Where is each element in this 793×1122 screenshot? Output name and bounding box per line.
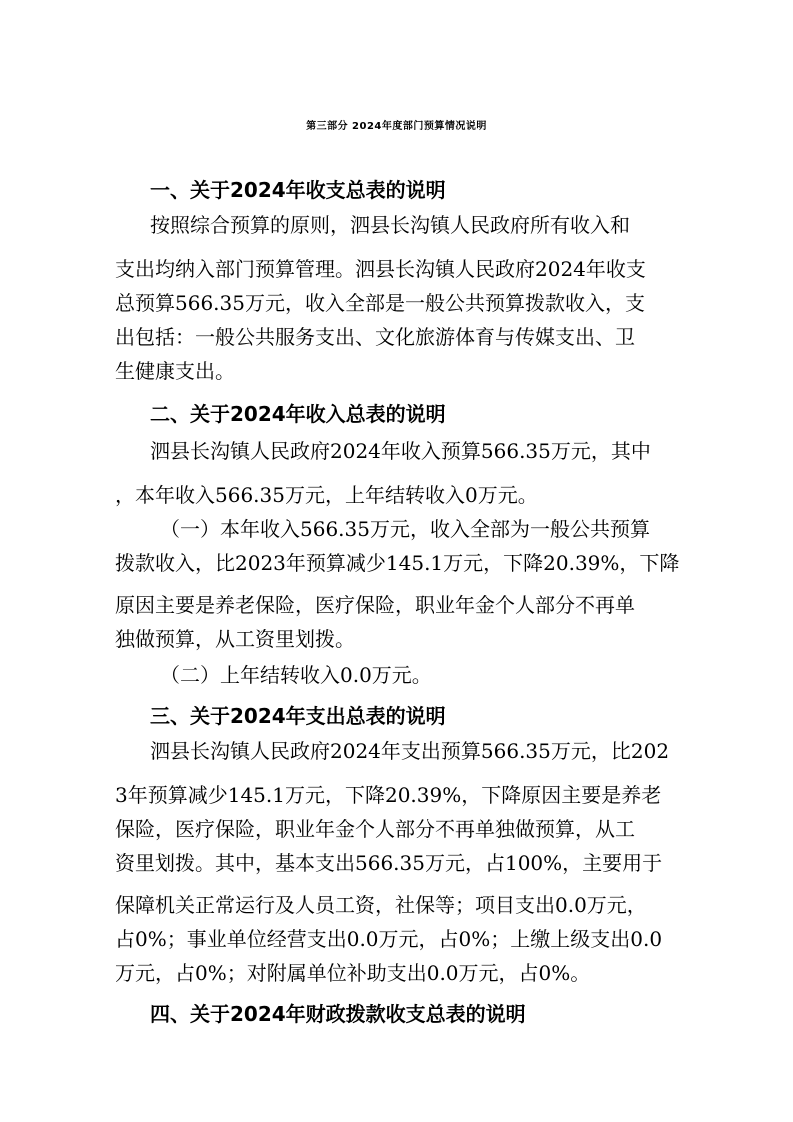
paragraph-line: （一）本年收入566.35万元，收入全部为一般公共预算 (160, 517, 650, 541)
paragraph-line: 支出均纳入部门预算管理。泗县长沟镇人民政府2024年收支 (115, 257, 646, 281)
paragraph-line: 出包括：一般公共服务支出、文化旅游体育与传媒支出、卫 (115, 325, 635, 349)
paragraph-line: 按照综合预算的原则，泗县长沟镇人民政府所有收入和 (150, 213, 630, 237)
page-title: 第三部分 2024年度部门预算情况说明 (306, 121, 487, 132)
section-heading-2: 二、关于2024年收入总表的说明 (150, 402, 446, 426)
paragraph-line: ，本年收入566.35万元，上年结转收入0万元。 (115, 483, 538, 507)
paragraph-line: 保险，医疗保险，职业年金个人部分不再单独做预算，从工 (115, 817, 635, 841)
paragraph-line: 独做预算，从工资里划拨。 (115, 627, 355, 651)
paragraph-line: 资里划拨。其中，基本支出566.35万元，占100%，主要用于 (115, 851, 663, 875)
paragraph-line: 总预算566.35万元，收入全部是一般公共预算拨款收入，支 (115, 291, 645, 315)
paragraph-line: 保障机关正常运行及人员工资，社保等；项目支出0.0万元， (115, 893, 647, 917)
paragraph-line: 泗县长沟镇人民政府2024年收入预算566.35万元，其中 (150, 439, 651, 463)
paragraph-line: 拨款收入，比2023年预算减少145.1万元，下降20.39%，下降 (115, 551, 680, 575)
paragraph-line: 泗县长沟镇人民政府2024年支出预算566.35万元，比202 (150, 739, 670, 763)
paragraph-line: 3年预算减少145.1万元，下降20.39%，下降原因主要是养老 (115, 783, 662, 807)
paragraph-line: 生健康支出。 (115, 359, 235, 383)
paragraph-line: （二）上年结转收入0.0万元。 (160, 663, 432, 687)
paragraph-line: 万元，占0%；对附属单位补助支出0.0万元，占0%。 (115, 961, 591, 985)
section-heading-3: 三、关于2024年支出总表的说明 (150, 704, 446, 728)
paragraph-line: 原因主要是养老保险，医疗保险，职业年金个人部分不再单 (115, 593, 635, 617)
section-heading-1: 一、关于2024年收支总表的说明 (150, 178, 446, 202)
section-heading-4: 四、关于2024年财政拨款收支总表的说明 (150, 1002, 526, 1026)
paragraph-line: 占0%；事业单位经营支出0.0万元，占0%；上缴上级支出0.0 (115, 927, 663, 951)
